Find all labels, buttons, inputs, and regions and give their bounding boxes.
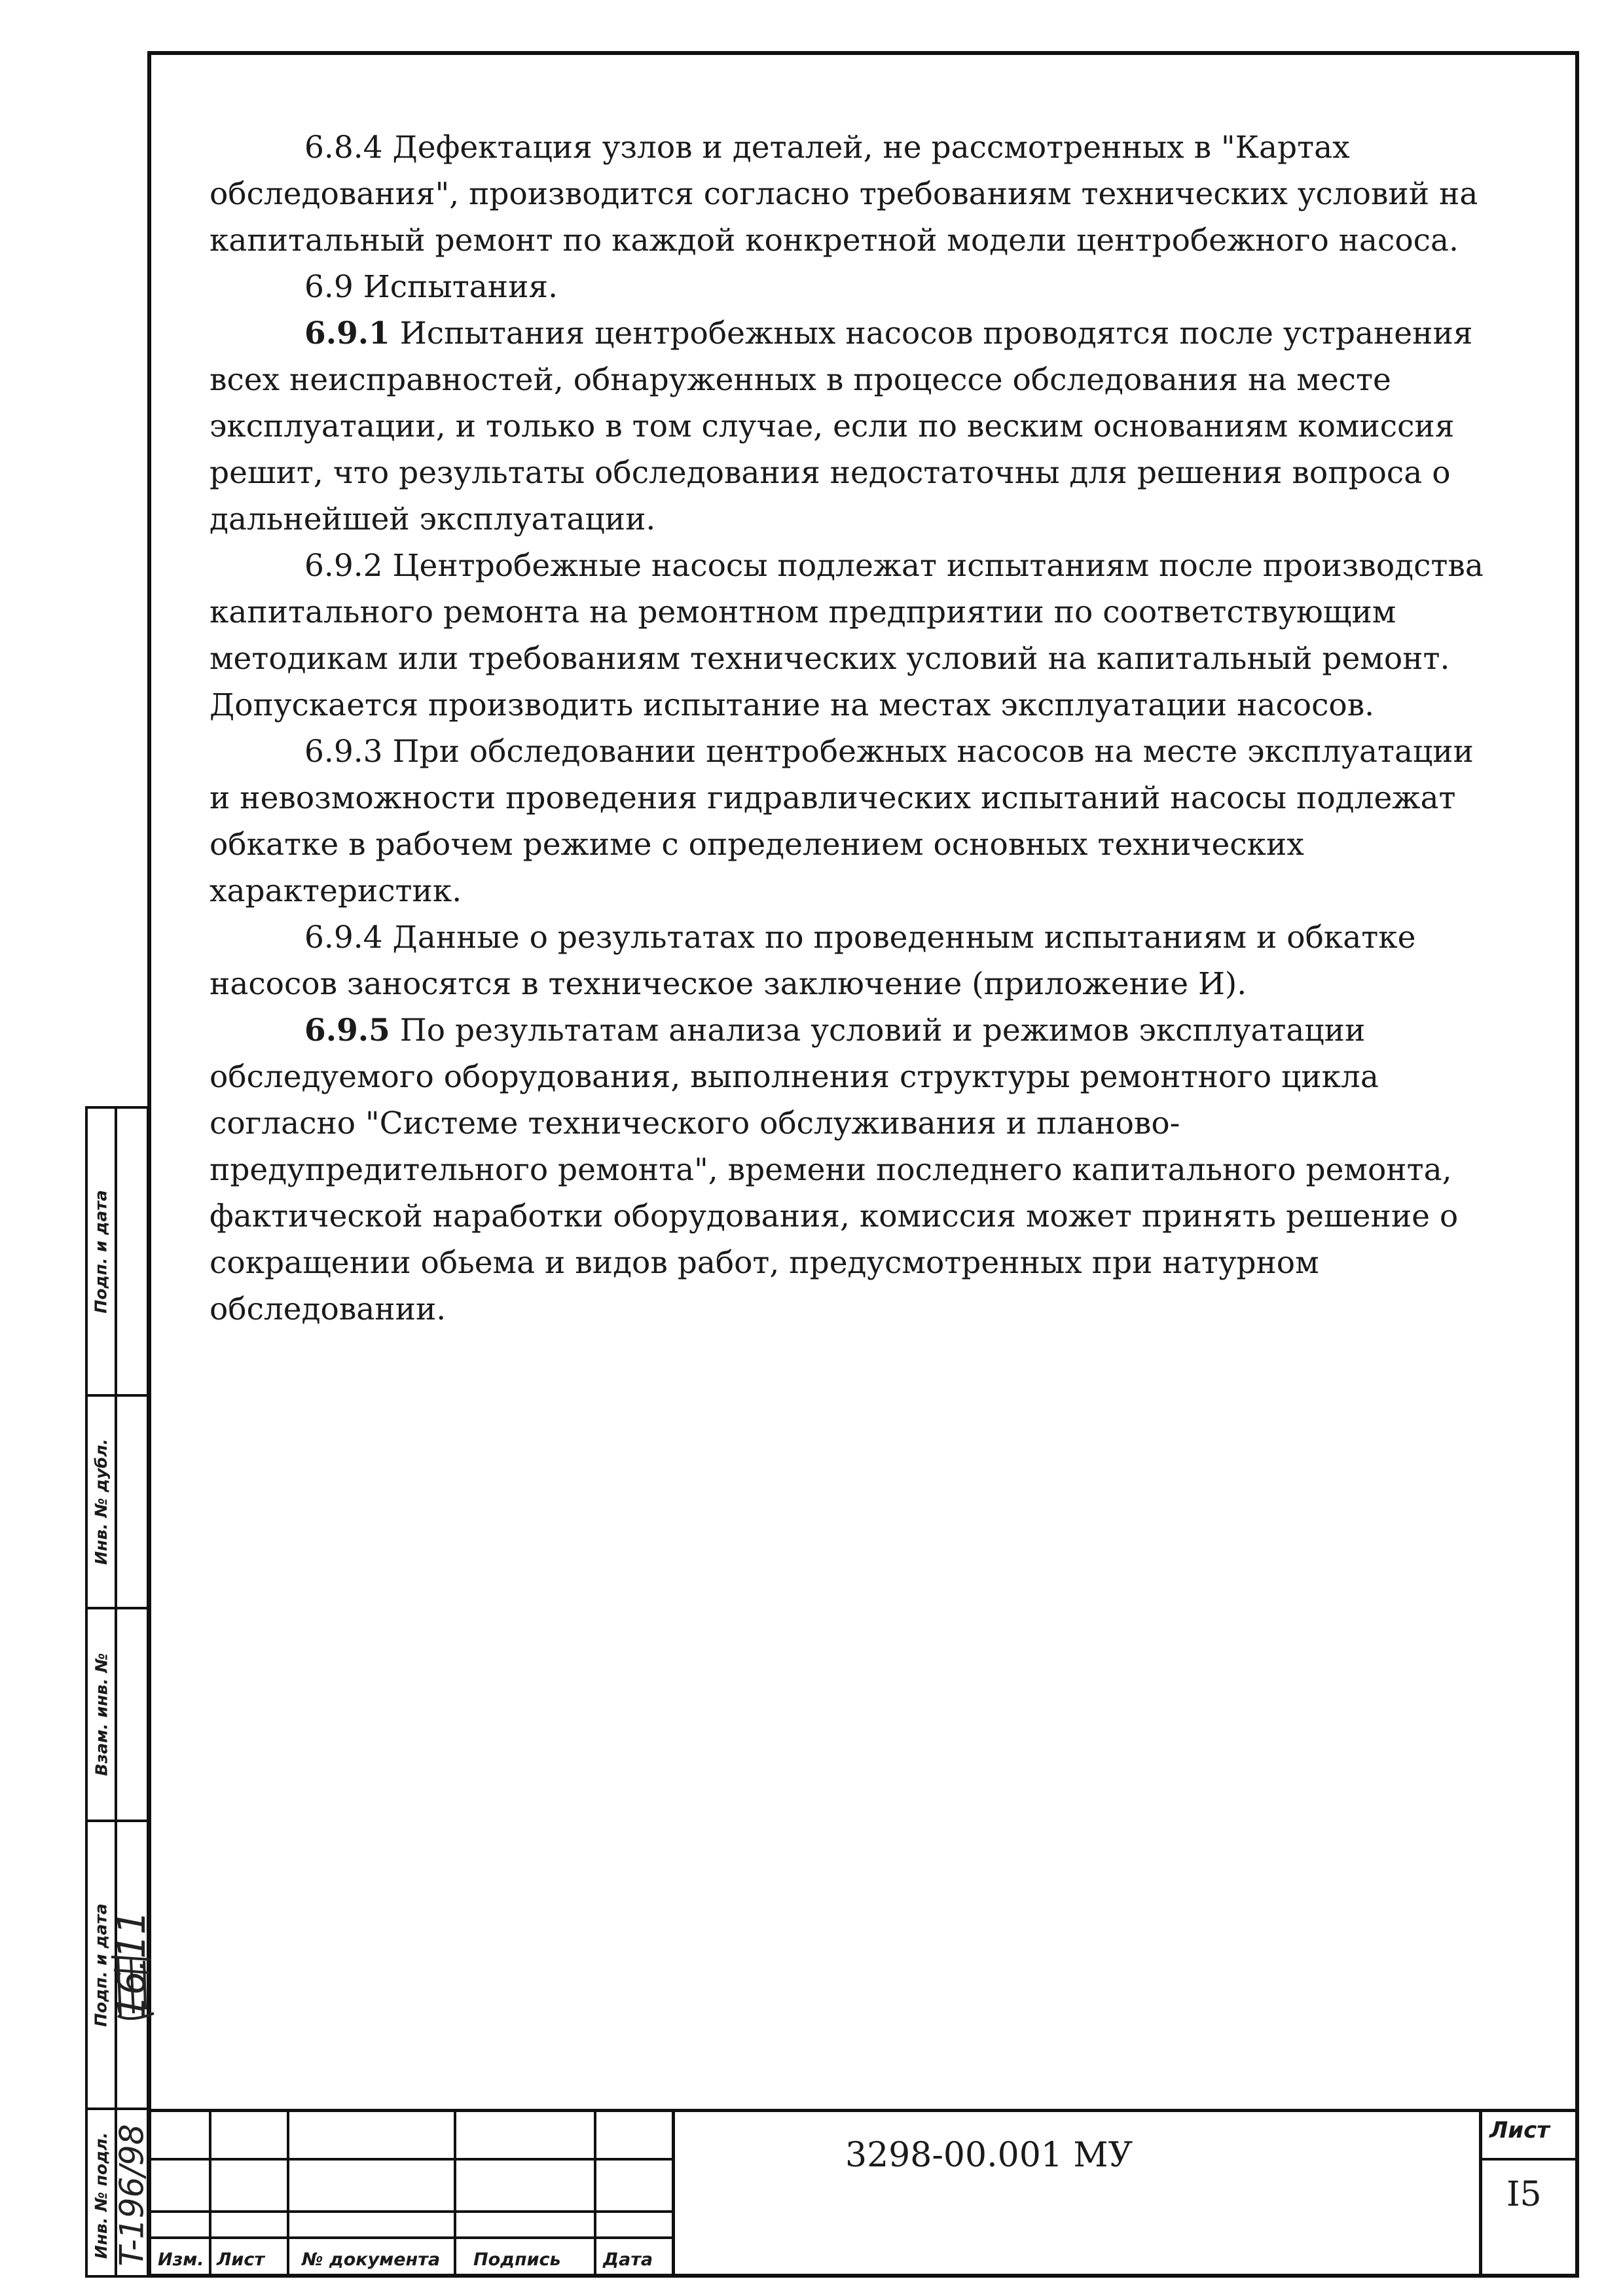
paragraph-number: 6.9.4	[304, 920, 383, 956]
paragraph-text: По результатам анализа условий и режимов эксплуатации обследуемого оборудования, выполнения структуры ремонтного цикла согласно "Системе технического обслуживания и планово-предупредительного ремонта", времени последнего капитального ремонта, фактической наработки оборудования, комиссия может принять решение о сокращении обьема и видов работ, предусмотренных при натурном обследовании.	[210, 1013, 1459, 1327]
strip-value-cell	[113, 2110, 151, 2280]
strip-value-cell	[117, 1397, 147, 1609]
handwritten-inventory: T-196/98	[113, 2124, 151, 2267]
caption-sheet: Лист	[217, 2250, 264, 2270]
title-block	[151, 2109, 1575, 2277]
paragraph-number: 6.9.5	[304, 1013, 390, 1049]
strip-cell	[88, 1397, 115, 1609]
paragraph-text: Данные о результатах по проведенным испытаниям и обкатке насосов заносятся в техническое заключение (приложение И).	[210, 920, 1416, 1002]
caption-change: Изм.	[158, 2250, 204, 2270]
paragraph-6-9-2	[210, 543, 1486, 728]
sheet-label: Лист	[1489, 2117, 1550, 2144]
strip-cell	[88, 2110, 115, 2280]
approval-strip-labels	[85, 1106, 117, 2278]
paragraph-text: Испытания.	[363, 269, 558, 305]
caption-date: Дата	[603, 2250, 653, 2270]
paragraph-text: Испытания центробежных насосов проводятся после устранения всех неисправностей, обнаруженных в процессе обследования на месте эксплуатации, и только в том случае, если по веским основаниям комиссия решит, что результаты обследования недостаточны для решения вопроса о дальнейшей эксплуатации.	[210, 315, 1473, 537]
paragraph-6-9-4	[210, 914, 1486, 1007]
strip-value-cell	[117, 1109, 147, 1397]
caption-doc-number: № документа	[302, 2250, 441, 2270]
strip-cell	[88, 1109, 115, 1397]
strip-label-sign-date: Подп. и дата	[92, 1189, 111, 1314]
paragraph-number: 6.9.3	[304, 734, 383, 770]
approval-strip	[85, 1106, 155, 2278]
paragraph-6-9-5	[210, 1007, 1486, 1333]
paragraph-number: 6.9.1	[304, 315, 390, 351]
paragraph-6-9-1	[210, 310, 1486, 543]
strip-label-replace-inv: Взам. инв. №	[92, 1653, 111, 1776]
strip-label-sign-date-2: Подп. и дата	[92, 1903, 111, 2027]
approval-strip-values	[109, 1106, 155, 2278]
strip-label-orig-inv: Инв. № подл.	[92, 2132, 111, 2259]
paragraph-6-9-3	[210, 728, 1486, 914]
strip-value-cell	[117, 1609, 147, 1822]
document-number: 3298-00.001 МУ	[845, 2136, 1133, 2175]
paragraph-6-9	[210, 264, 1486, 310]
signature-mark	[105, 1950, 164, 2029]
document-body	[210, 124, 1486, 1333]
strip-cell	[88, 1609, 115, 1822]
paragraph-text: При обследовании центробежных насосов на месте эксплуатации и невозможности проведения гидравлических испытаний насосы подлежат обкатке в рабочем режиме с определением основных технических характеристик.	[210, 734, 1474, 909]
paragraph-text: Дефектация узлов и деталей, не рассмотренных в "Картах обследования", производится согласно требованиям технических условий на капитальный ремонт по каждой конкретной модели центробежного насоса.	[210, 130, 1478, 259]
paragraph-6-8-4	[210, 124, 1486, 264]
sheet-number: I5	[1506, 2175, 1542, 2214]
paragraph-text: Центробежные насосы подлежат испытаниям после производства капитального ремонта на ремонтном предприятии по соответствующим методикам или требованиям технических условий на капитальный ремонт. Допускается производить испытание на местах эксплуатации насосов.	[210, 548, 1484, 723]
caption-signature: Подпись	[473, 2250, 561, 2270]
paragraph-number: 6.9.2	[304, 548, 383, 584]
handwritten-date: 16.11	[109, 1910, 155, 2020]
paragraph-number: 6.8.4	[304, 130, 383, 166]
paragraph-number: 6.9	[304, 269, 354, 305]
strip-label-dup-inv: Инв. № дубл.	[92, 1439, 111, 1565]
